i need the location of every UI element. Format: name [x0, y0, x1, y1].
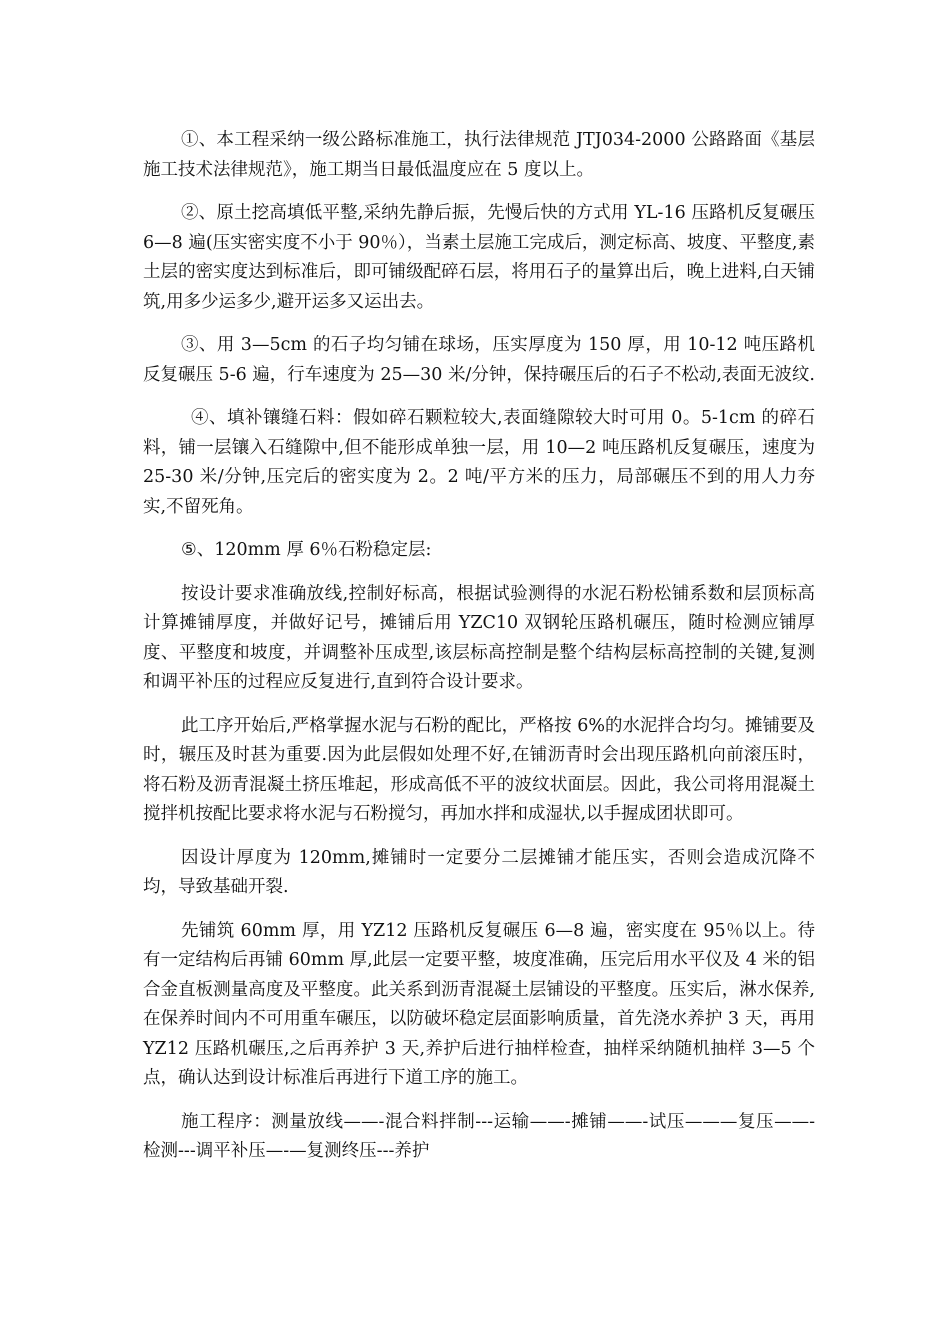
- paragraph-10: 施工程序：测量放线——-混合料拌制---运输——-摊铺——-试压———复压——-检测---调平补压—-—复测终压---养护: [143, 1111, 815, 1161]
- paragraph-5: ⑤、120mm 厚 6％石粉稳定层:: [181, 540, 432, 560]
- paragraph-6: 按设计要求准确放线,控制好标高，根据试验测得的水泥石粉松铺系数和层顶标高计算摊铺厚度，并做好记号，摊铺后用 YZC10 双钢轮压路机碾压，随时检测应铺厚度、平整度和坡度，并调整补压成型,该层标高控制是整个结构层标高控制的关键,复测和调平补压的过程应反复进行,直到符合设计要求。: [143, 583, 815, 692]
- paragraph-7: 此工序开始后,严格掌握水泥与石粉的配比，严格按 6%的水泥拌合均匀。摊铺要及时，辗压及时甚为重要.因为此层假如处理不好,在铺沥青时会出现压路机向前滚压时，将石粉及沥青混凝土挤压堆起，形成高低不平的波纹状面层。因此，我公司将用混凝土搅拌机按配比要求将水泥与石粉搅匀，再加水拌和成湿状,以手握成团状即可。: [143, 715, 815, 824]
- paragraph-8: 因设计厚度为 120mm,摊铺时一定要分二层摊铺才能压实，否则会造成沉降不均，导致基础开裂.: [143, 847, 815, 897]
- paragraph-4: ④、填补镶缝石料：假如碎石颗粒较大,表面缝隙较大时可用 0。5-1cm 的碎石料，铺一层镶入石缝隙中,但不能形成单独一层，用 10—2 吨压路机反复碾压，速度为 25-30 米/分钟,压完后的密实度为 2。2 吨/平方米的压力，局部碾压不到的用人力夯实,不留死角。: [143, 408, 815, 517]
- document-body: [143, 126, 815, 1181]
- paragraph-2: ②、原土挖高填低平整,采纳先静后振，先慢后快的方式用 YL-16 压路机反复碾压 6—8 遍(压实密实度不小于 90％），当素土层施工完成后，测定标高、坡度、平整度,素土层的密实度达到标准后，即可铺级配碎石层，将用石子的量算出后，晚上进料,白天铺筑,用多少运多少,避开运多又运出去。: [143, 203, 815, 312]
- paragraph-9: 先铺筑 60mm 厚，用 YZ12 压路机反复碾压 6—8 遍，密实度在 95％以上。待有一定结构后再铺 60mm 厚,此层一定要平整，坡度准确，压完后用水平仪及 4 米的铝合金直板测量高度及平整度。此关系到沥青混凝土层铺设的平整度。压实后，淋水保养,在保养时间内不可用重车碾压，以防破坏稳定层面影响质量，首先浇水养护 3 天，再用 YZ12 压路机碾压,之后再养护 3 天,养护后进行抽样检查，抽样采纳随机抽样 3—5 个点，确认达到设计标准后再进行下道工序的施工。: [143, 920, 815, 1088]
- paragraph-3: ③、用 3—5cm 的石子均匀铺在球场，压实厚度为 150 厚，用 10-12 吨压路机反复碾压 5-6 遍，行车速度为 25—30 米/分钟，保持碾压后的石子不松动,表面无波纹.: [143, 335, 815, 385]
- paragraph-1: ①、本工程采纳一级公路标准施工，执行法律规范 JTJ034-2000 公路路面《基层施工技术法律规范》，施工期当日最低温度应在 5 度以上。: [143, 130, 815, 180]
